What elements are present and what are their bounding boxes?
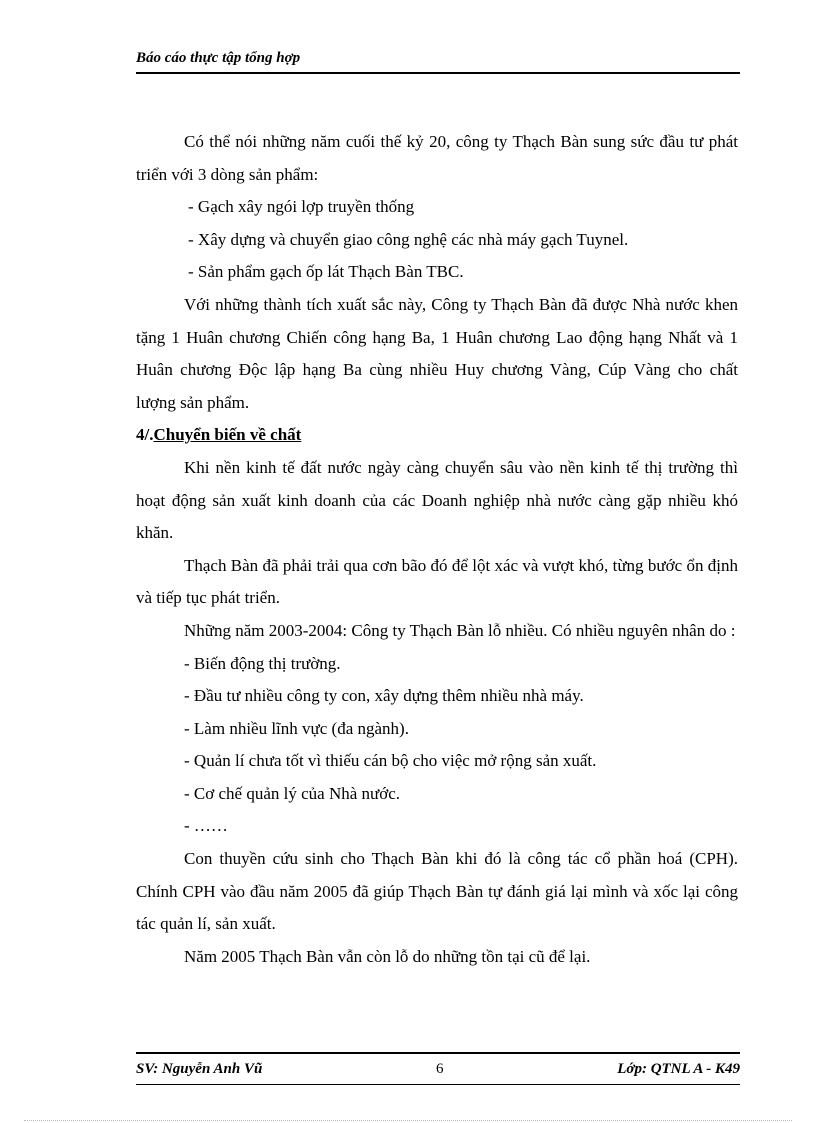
footer-class: Lớp: QTNL A - K49 [617, 1061, 740, 1077]
paragraph-awards: Với những thành tích xuất sắc này, Công ty Thạch Bàn đã được Nhà nước khen tặng 1 Huân chương Chiến công hạng Ba, 1 Huân chương Lao động hạng Nhất và 1 Huân chương Độc lập hạng Ba cùng nhiều Huy chương Vàng, Cúp Vàng cho chất lượng sản phẩm. [136, 294, 738, 412]
paragraph-equitization: Con thuyền cứu sinh cho Thạch Bàn khi đó là công tác cổ phần hoá (CPH). Chính CPH vào đầu năm 2005 đã giúp Thạch Bàn tự đánh giá lại mình và xốc lại công tác quản lí, sản xuất. [136, 849, 738, 934]
page-bottom-edge [24, 1120, 792, 1121]
paragraph-economy: Khi nền kinh tế đất nước ngày càng chuyển sâu vào nền kinh tế thị trường thì hoạt động sản xuất kinh doanh của các Doanh nghiệp nhà nước càng gặp nhiều khó khăn. [136, 457, 738, 543]
page-header [136, 48, 740, 74]
paragraph-losses: Những năm 2003-2004: Công ty Thạch Bàn lỗ nhiều. Có nhiều nguyên nhân do : [184, 620, 736, 640]
paragraph-intro: Có thể nói những năm cuối thế kỷ 20, công ty Thạch Bàn sung sức đầu tư phát triển với 3 dòng sản phẩm: [136, 132, 738, 184]
paragraph-storm: Thạch Bàn đã phải trải qua cơn bão đó để lột xác và vượt khó, từng bước ổn định và tiếp tục phát triển. [136, 555, 738, 608]
list-item: - Gạch xây ngói lợp truyền thống [188, 197, 415, 217]
document-body [136, 126, 738, 973]
header-title: Báo cáo thực tập tổng hợp [136, 50, 301, 66]
list-item: - Quản lí chưa tốt vì thiếu cán bộ cho việc mở rộng sản xuất. [184, 751, 597, 771]
page-footer [136, 1052, 740, 1082]
list-item: - Sản phẩm gạch ốp lát Thạch Bàn TBC. [188, 262, 464, 282]
list-item: - Đầu tư nhiều công ty con, xây dựng thêm nhiều nhà máy. [184, 686, 584, 706]
page-number: 6 [436, 1061, 444, 1077]
paragraph-2005: Năm 2005 Thạch Bàn vẫn còn lỗ do những tồn tại cũ để lại. [184, 946, 591, 966]
section-heading [136, 419, 738, 452]
list-item: - …… [184, 816, 228, 836]
list-item: - Xây dựng và chuyển giao công nghệ các nhà máy gạch Tuynel. [188, 229, 629, 249]
list-item: - Cơ chế quản lý của Nhà nước. [184, 783, 401, 803]
section-heading-number: 4/. [136, 425, 154, 445]
footer-divider [136, 1084, 740, 1085]
list-item: - Làm nhiều lĩnh vực (đa ngành). [184, 718, 409, 738]
section-heading-text: Chuyển biến về chất [153, 425, 302, 445]
footer-student-name: SV: Nguyễn Anh Vũ [136, 1061, 263, 1077]
list-item: - Biến động thị trường. [184, 653, 341, 673]
